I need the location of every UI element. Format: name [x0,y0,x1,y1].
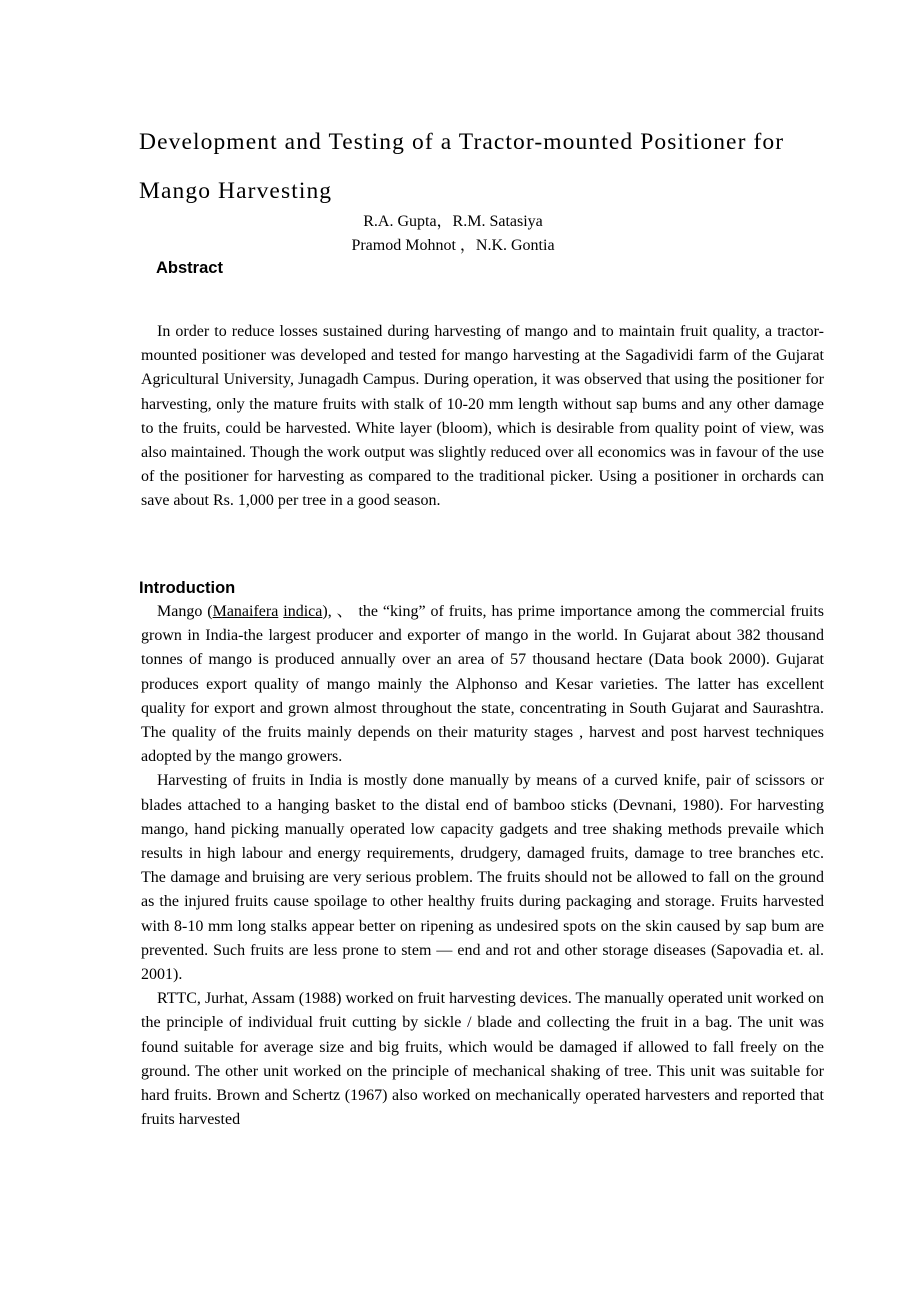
introduction-paragraph-2: Harvesting of fruits in India is mostly done manually by means of a curved knife, pair of scissors or blades attached to a hanging basket to the distal end of bamboo sticks (Devnani, 1980). For harvesting mango, hand picking manually operated low capacity gadgets and tree shaking methods prevaile which results in high labour and energy requirements, drudgery, damaged fruits, damage to tree branches etc. The damage and bruising are very serious problem. The fruits should not be allowed to fall on the ground as the injured fruits cause spoilage to other healthy fruits during packaging and storage. Fruits harvested with 8-10 mm long stalks appear better on ripening as undesired spots on the skin caused by sap bum are prevented. Such fruits are less prone to stem — end and rot and other storage diseases (Sapovadia et. al. 2001). [141,772,824,984]
introduction-paragraph-1 [141,600,824,769]
author-line-1: R.A. Gupta，R.M. Satasiya [363,213,543,230]
introduction-body [141,600,824,1132]
introduction-paragraph-3: RTTC, Jurhat, Assam (1988) worked on fruit harvesting devices. The manually operated unit worked on the principle of individual fruit cutting by sickle / blade and collecting the fruit in a bag. The unit was found suitable for average size and big fruits, which would be damaged if allowed to fall freely on the ground. The other unit worked on the principle of mechanical shaking of tree. This unit was suitable for hard fruits. Brown and Schertz (1967) also worked on mechanically operated harvesters and reported that fruits harvested [141,990,824,1129]
intro-p1-before: Mango ( [157,603,213,620]
abstract-heading: Abstract [156,259,223,277]
species-epithet: indica [283,603,323,620]
introduction-heading: Introduction [139,579,236,597]
abstract-paragraph: In order to reduce losses sustained during harvesting of mango and to maintain fruit quality, a tractor- mounted positioner was developed and tested for mango harvesting at the Sagadividi farm of the Gujarat Agricultural University, Junagadh Campus. During operation, it was observed that using the positioner for harvesting, only the mature fruits with stalk of 10-20 mm length without sap bums and any other damage to the fruits, could be harvested. White layer (bloom), which is desirable from quality point of view, was also maintained. Though the work output was slightly reduced over all economics was in favour of the use of the positioner for harvesting as compared to the traditional picker. Using a positioner in orchards can save about Rs. 1,000 per tree in a good season. [141,323,824,510]
author-list [300,210,606,258]
intro-p1-after: ), 、 the “king” of fruits, has prime importance among the commercial fruits grown in India-the largest producer and exporter of mango in the world. In Gujarat about 382 thousand tonnes of mango is produced annually over an area of 57 thousand hectare (Data book 2000). Gujarat produces export quality of mango mainly the Alphonso and Kesar varieties. The latter has excellent quality for export and grown almost throughout the state, concentrating in South Gujarat and Saurashtra. The quality of the fruits mainly depends on their maturity stages , harvest and post harvest techniques adopted by the mango growers. [141,603,825,766]
paper-title: Development and Testing of a Tractor-mounted Positioner for Mango Harvesting [139,129,785,204]
species-genus: Manaifera [212,603,279,620]
author-line-2: Pramod Mohnot ，N.K. Gontia [351,237,555,254]
